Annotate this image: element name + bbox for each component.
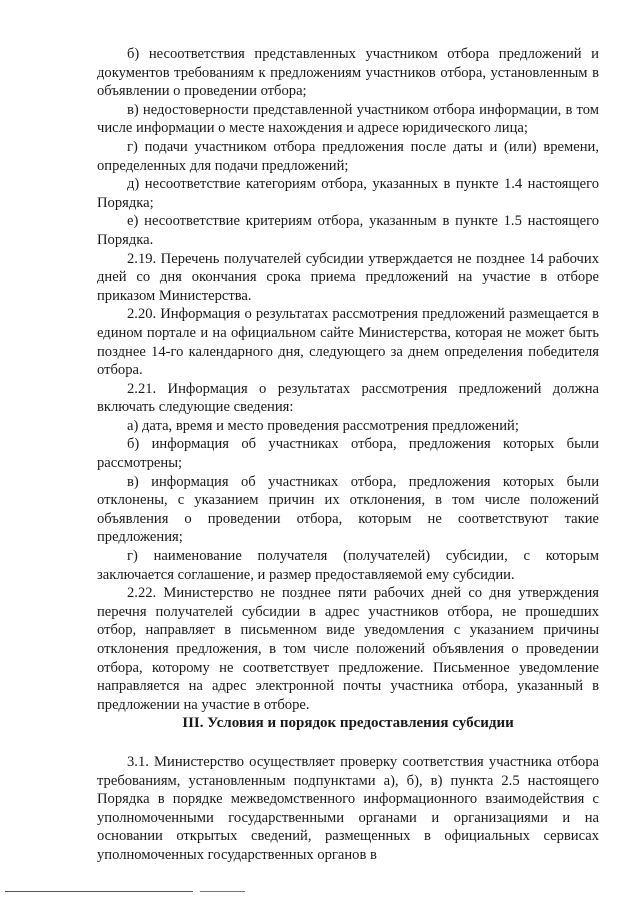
paragraph: 2.21. Информация о результатах рассмотрения предложений должна включать следующие сведения:	[97, 380, 599, 416]
footer-rule	[5, 891, 193, 892]
paragraph: в) информация об участниках отбора, предложения которых были отклонены, с указанием причин их отклонения, в том числе положений объявления о проведении отбора, которым не соответствуют такие предложения;	[97, 473, 599, 546]
paragraph: е) несоответствие критериям отбора, указанным в пункте 1.5 настоящего Порядка.	[97, 213, 599, 248]
paragraph: б) информация об участниках отбора, предложения которых были рассмотрены;	[97, 436, 599, 472]
footer-rule-short	[200, 891, 245, 892]
paragraph: б) несоответствия представленных участником отбора предложений и документов требованиям к предложениям участников отбора, установленным в объявлении о проведении отбора;	[97, 46, 599, 100]
paragraph: г) наименование получателя (получателей) субсидии, с которым заключается соглашение, и размер предоставляемой ему субсидии.	[97, 548, 599, 583]
paragraph: 3.1. Министерство осуществляет проверку соответствия участника отбора требованиям, установленным подпунктами а), б), в) пункта 2.5 настоящего Порядка в порядке межведомственного информационного взаимодействия с уполномоченными государственными органами и организациями и на основании открытых сведений, размещенных в официальных сервисах уполномоченных государственных органов в	[97, 753, 599, 863]
document-body	[97, 45, 599, 865]
paragraph: д) несоответствие категориям отбора, указанных в пункте 1.4 настоящего Порядка;	[97, 176, 599, 211]
paragraph: г) подачи участником отбора предложения после даты и (или) времени, определенных для подачи предложений;	[97, 138, 599, 174]
paragraph: в) недостоверности представленной участником отбора информации, в том числе информации о месте нахождения и адресе юридического лица;	[97, 101, 599, 137]
paragraph: а) дата, время и место проведения рассмотрения предложений;	[127, 417, 519, 434]
section-heading: III. Условия и порядок предоставления субсидии	[182, 715, 514, 732]
paragraph: 2.20. Информация о результатах рассмотрения предложений размещается в едином портале и на официальном сайте Министерства, которая не может быть позднее 14-го календарного дня, следующего за днем определения победителя отбора.	[97, 306, 599, 379]
paragraph: 2.19. Перечень получателей субсидии утверждается не позднее 14 рабочих дней со дня окончания срока приема предложений на участие в отборе приказом Министерства.	[97, 250, 599, 304]
paragraph: 2.22. Министерство не позднее пяти рабочих дней со дня утверждения перечня получателей субсидии в адрес участников отбора, не прошедших отбор, направляет в письменном виде уведомления с указанием причины отклонения предложения, в том числе положений объявления о проведении отбора, которому не соответствует предложение. Письменное уведомление направляется на адрес электронной почты участника отбора, указанный в предложении на участие в отборе.	[97, 585, 599, 713]
